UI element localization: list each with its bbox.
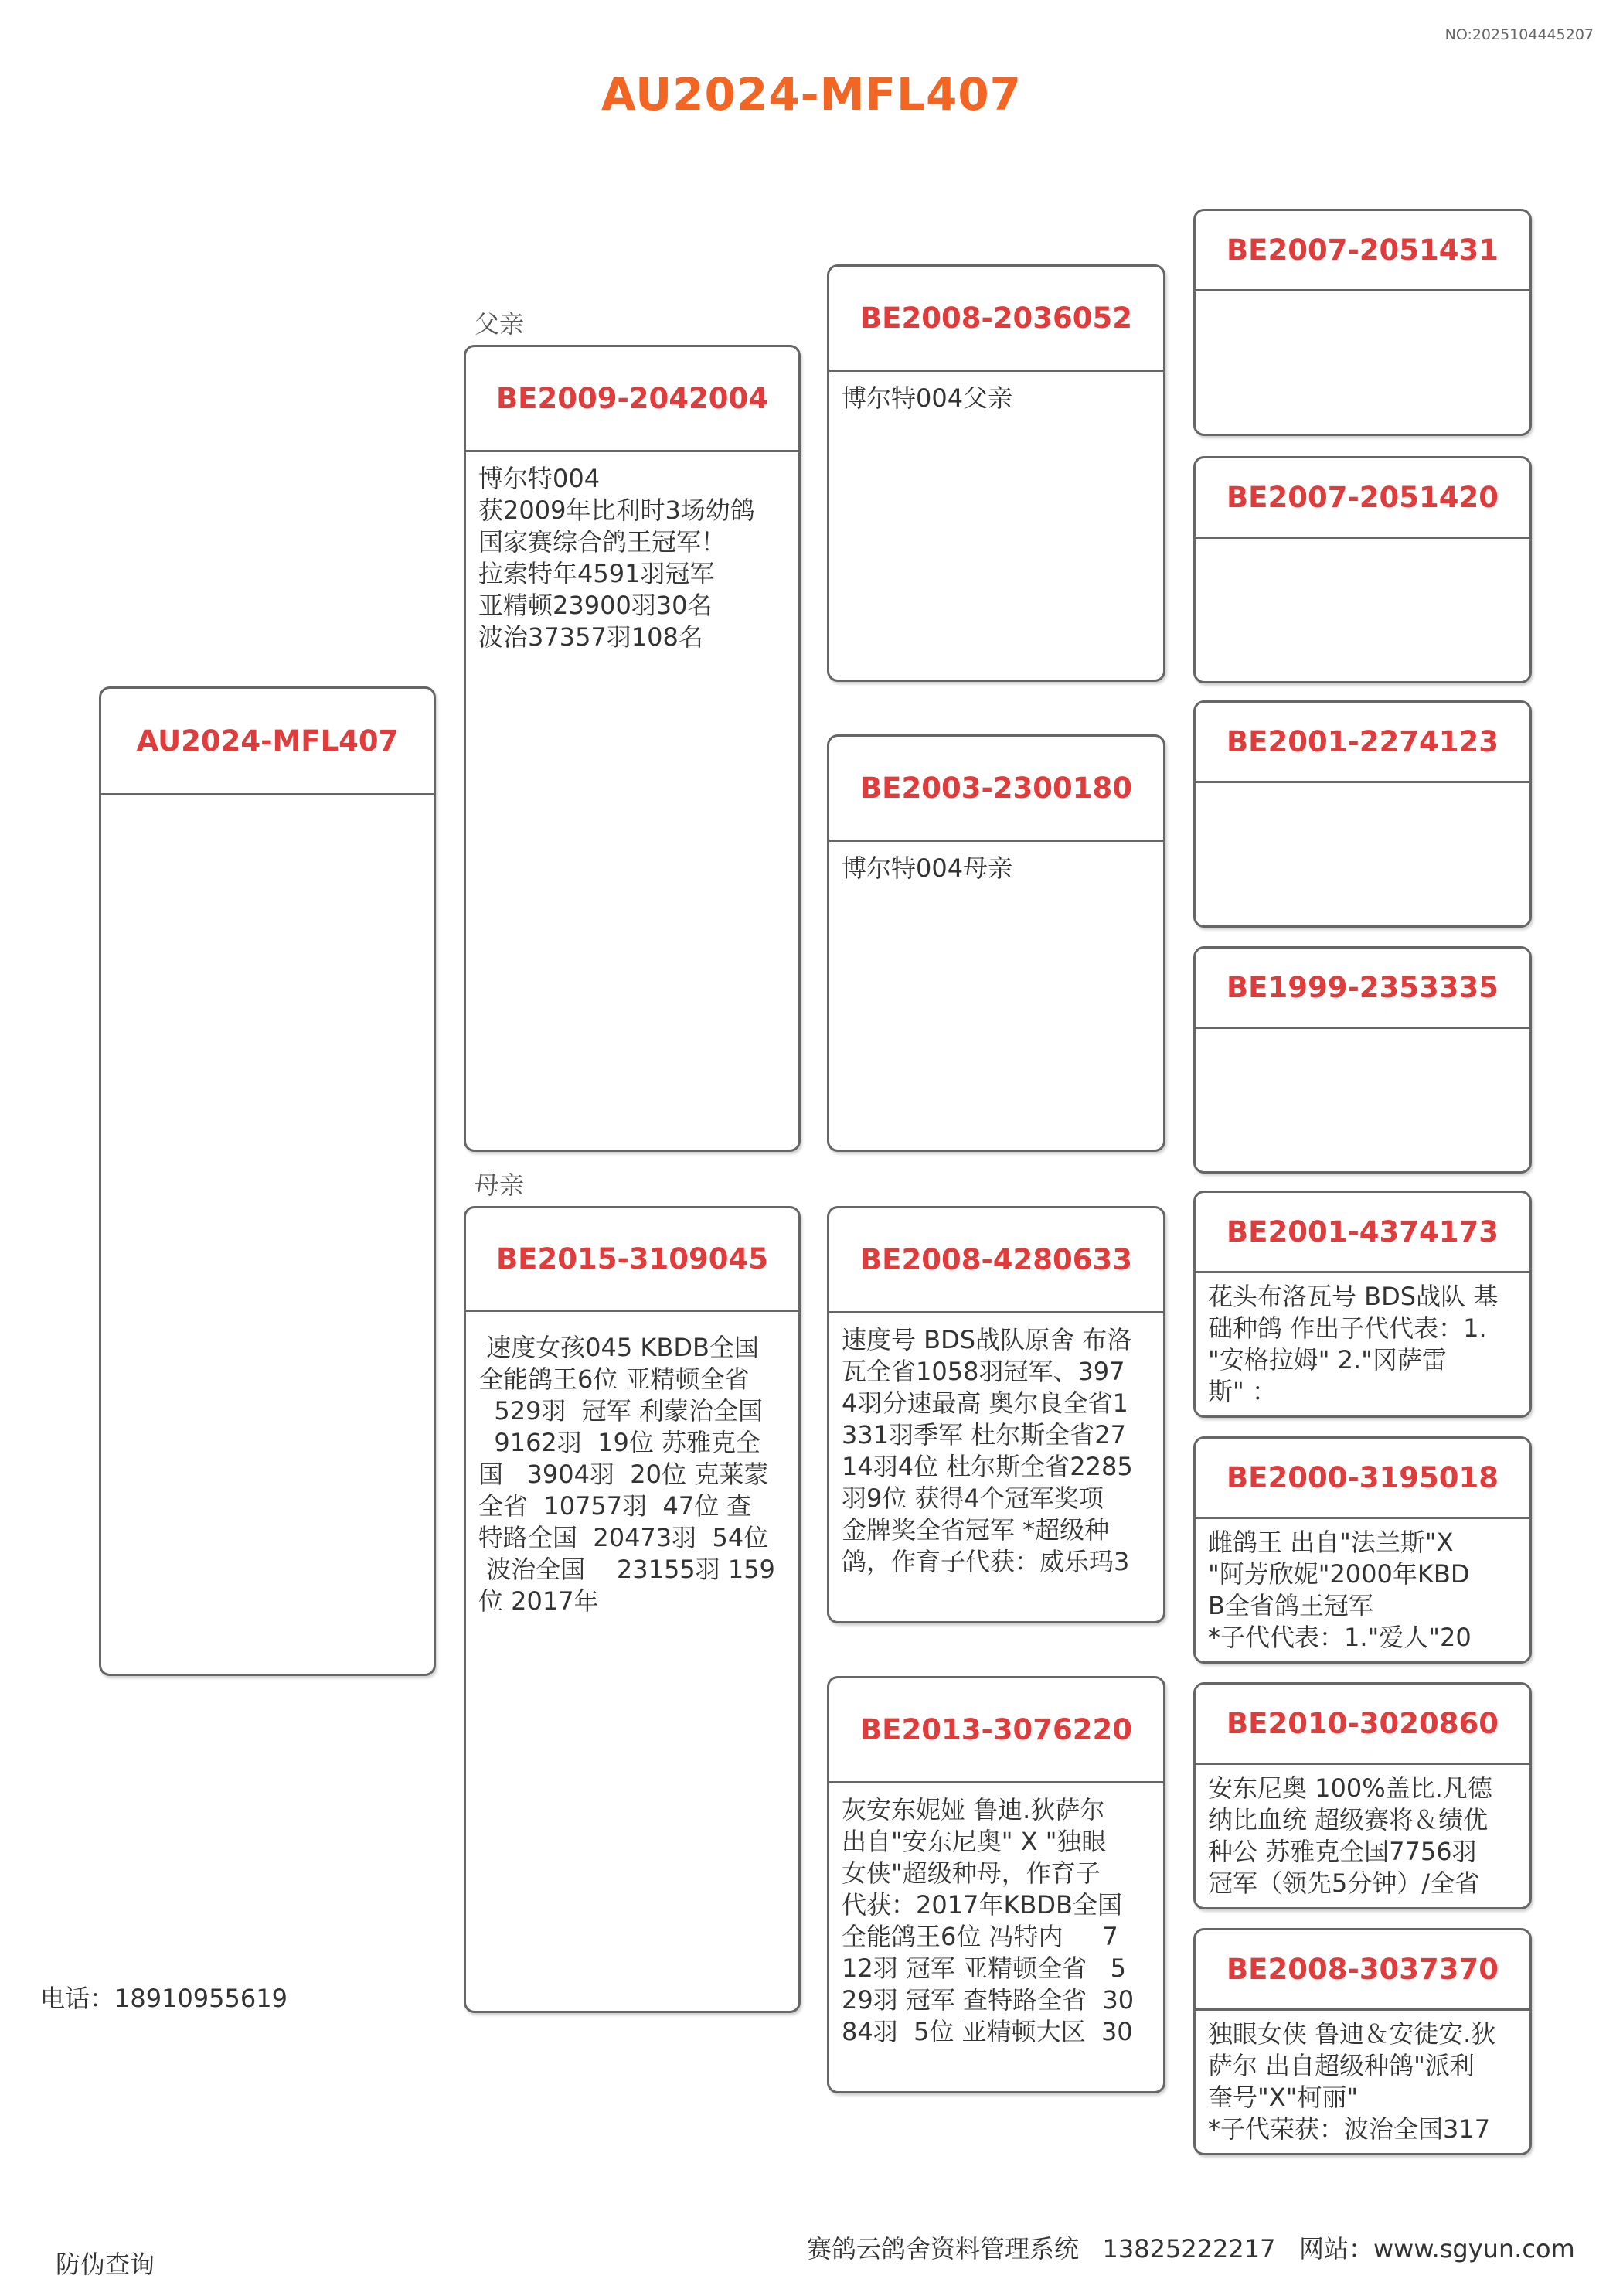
- granddam-paternal-notes: 博尔特004母亲: [842, 853, 1013, 883]
- phone-number: 电话：18910955619: [40, 1984, 288, 2013]
- great-grandparent-notes-3: [1196, 783, 1529, 794]
- grandsire-paternal-ring-id: BE2008-2036052: [829, 267, 1163, 372]
- great-grandparent-ring-id-8: BE2008-3037370: [1196, 1930, 1529, 2011]
- subject-ring-id: AU2024-MFL407: [101, 689, 434, 795]
- father-label: 父亲: [475, 309, 525, 339]
- great-grandparent-ring-id-5: BE2001-4374173: [1196, 1193, 1529, 1273]
- anti-counterfeit-query-link[interactable]: 防伪查询: [56, 2250, 155, 2279]
- granddam-paternal-card[interactable]: [827, 734, 1165, 1152]
- granddam-maternal-card[interactable]: [827, 1676, 1165, 2093]
- great-grandparent-ring-id-4: BE1999-2353335: [1196, 949, 1529, 1029]
- great-grandparent-ring-id-3: BE2001-2274123: [1196, 703, 1529, 783]
- grandsire-paternal-notes: 博尔特004父亲: [842, 383, 1013, 413]
- granddam-maternal-notes: 灰安东妮娅 鲁迪.狄萨尔 出自"安东尼奥" X "独眼 女侠"超级种母，作育子 代获：2017年KBDB全国 全能鸽王6位 冯特内 7 12羽 冠军 亚精顿全省 5 29羽 冠军 查特路全省 30 84羽 5位 亚精顿大区 30: [842, 1795, 1135, 2046]
- great-grandparent-notes-5: 花头布洛瓦号 BDS战队 基 础种鸽 作出子代代表：1. "安格拉姆" 2."冈萨雷 斯" ：: [1208, 1282, 1499, 1406]
- great-grandparent-notes-4: [1196, 1029, 1529, 1040]
- granddam-maternal-ring-id: BE2013-3076220: [829, 1678, 1163, 1783]
- subject-card[interactable]: [99, 686, 436, 1676]
- footer-info: 赛鸽云鸽舍资料管理系统 13825222217 网站：www.sgyun.com: [807, 2234, 1575, 2264]
- great-grandparent-card-2[interactable]: [1193, 456, 1532, 683]
- great-grandparent-card-4[interactable]: [1193, 946, 1532, 1174]
- great-grandparent-card-3[interactable]: [1193, 700, 1532, 928]
- grandsire-maternal-notes: 速度号 BDS战队原舍 布洛 瓦全省1058羽冠军、397 4羽分速最高 奥尔良全省1 331羽季军 杜尔斯全省27 14羽4位 杜尔斯全省2285 羽9位 获得4个冠军奖项 金牌奖全省冠军 *超级种 鸽，作育子代获：威乐玛3: [842, 1325, 1133, 1576]
- subject-notes: [101, 795, 434, 806]
- great-grandparent-ring-id-6: BE2000-3195018: [1196, 1439, 1529, 1519]
- sire-ring-id: BE2009-2042004: [466, 347, 798, 452]
- sire-notes: 博尔特004 获2009年比利时3场幼鸽 国家赛综合鸽王冠军！ 拉索特年4591羽冠军 亚精顿23900羽30名 波治37357羽108名: [478, 464, 755, 652]
- great-grandparent-notes-1: [1196, 291, 1529, 302]
- great-grandparent-ring-id-2: BE2007-2051420: [1196, 458, 1529, 539]
- dam-card[interactable]: [464, 1206, 801, 2013]
- grandsire-maternal-card[interactable]: [827, 1206, 1165, 1623]
- page-title: AU2024-MFL407: [601, 68, 1022, 121]
- great-grandparent-ring-id-7: BE2010-3020860: [1196, 1685, 1529, 1765]
- great-grandparent-card-1[interactable]: [1193, 209, 1532, 436]
- mother-label: 母亲: [475, 1170, 525, 1200]
- great-grandparent-card-6[interactable]: [1193, 1436, 1532, 1664]
- great-grandparent-card-8[interactable]: [1193, 1928, 1532, 2155]
- great-grandparent-card-7[interactable]: [1193, 1682, 1532, 1909]
- great-grandparent-notes-7: 安东尼奥 100%盖比.凡德 纳比血统 超级赛将＆绩优 种公 苏雅克全国7756羽 冠军（领先5分钟）/全省: [1208, 1773, 1492, 1898]
- dam-ring-id: BE2015-3109045: [466, 1208, 798, 1312]
- grandsire-paternal-card[interactable]: [827, 264, 1165, 682]
- granddam-paternal-ring-id: BE2003-2300180: [829, 737, 1163, 842]
- great-grandparent-ring-id-1: BE2007-2051431: [1196, 211, 1529, 291]
- dam-notes: 速度女孩045 KBDB全国 全能鸽王6位 亚精顿全省 529羽 冠军 利蒙治全国 9162羽 19位 苏雅克全 国 3904羽 20位 克莱蒙 全省 10757羽 47位 查 特路全国 20473羽 54位 波治全国 23155羽 159 位 2017年: [478, 1333, 775, 1616]
- great-grandparent-notes-8: 独眼女侠 鲁迪＆安徒安.狄 萨尔 出自超级种鸽"派利 奎号"X"柯丽" *子代荣获：波治全国317: [1208, 2019, 1496, 2144]
- great-grandparent-card-5[interactable]: [1193, 1191, 1532, 1418]
- sire-card[interactable]: [464, 345, 801, 1152]
- great-grandparent-notes-6: 雌鸽王 出自"法兰斯"X "阿芳欣妮"2000年KBD B全省鸽王冠军 *子代代表：1."爱人"20: [1208, 1528, 1472, 1652]
- grandsire-maternal-ring-id: BE2008-4280633: [829, 1208, 1163, 1313]
- great-grandparent-notes-2: [1196, 539, 1529, 550]
- document-number: NO:2025104445207: [1444, 26, 1594, 43]
